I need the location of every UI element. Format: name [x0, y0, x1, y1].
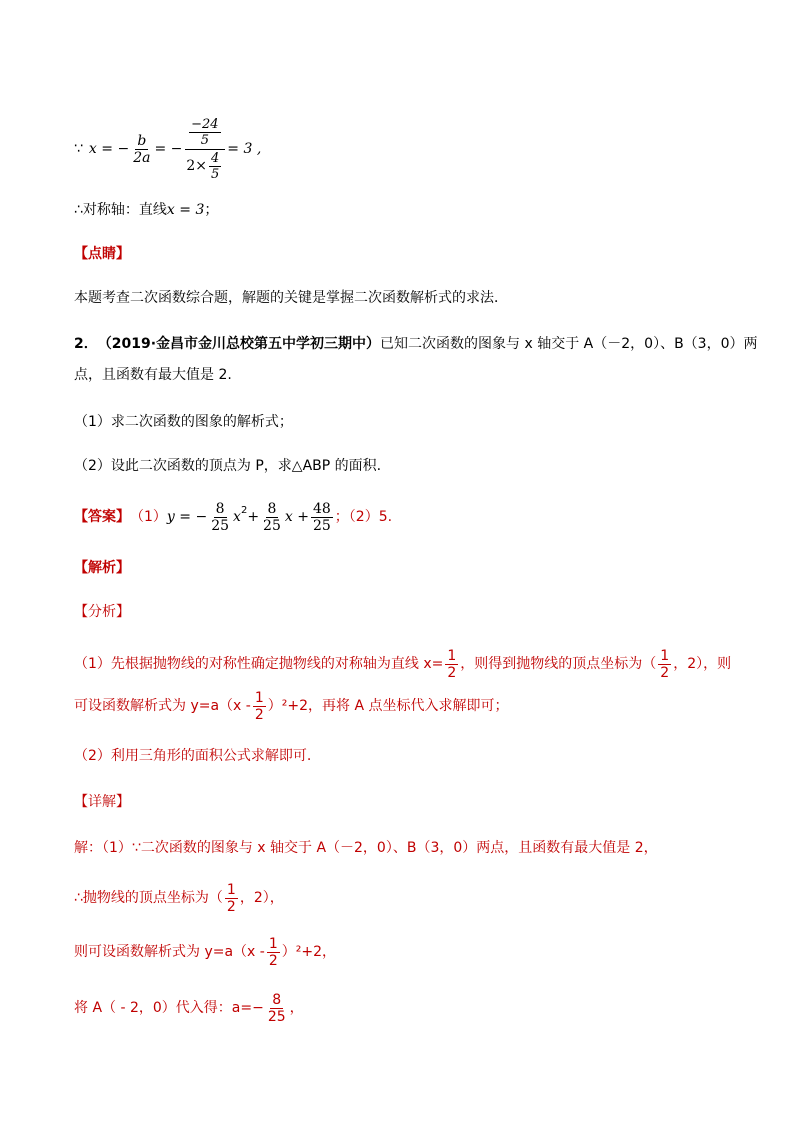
half-numerator: 1 [447, 647, 457, 664]
fraction-half-4 [225, 882, 238, 915]
fraction-b-over-2a [131, 133, 152, 166]
plus-sign: + [247, 509, 260, 525]
half-numerator: 1 [226, 881, 236, 898]
fenxi-l1-b: ，则得到抛物线的顶点坐标为（ [460, 656, 657, 672]
exponent-2: 2 [240, 505, 248, 516]
half-numerator: 1 [660, 647, 670, 664]
numerator-8b: 8 [267, 500, 277, 517]
dianjing-heading-line [74, 244, 734, 264]
two-times: 2× [186, 158, 208, 174]
xiangjie-line4 [74, 988, 734, 1028]
denominator-5: 5 [200, 132, 209, 148]
jiexi-heading-line [74, 558, 734, 578]
compound-denominator [184, 150, 225, 183]
fenxi-l1-a: （1）先根据抛物线的对称性确定抛物线的对称轴为直线 x= [74, 656, 444, 672]
numerator-4: 4 [211, 150, 220, 166]
fenxi-heading: 【分析】 [74, 604, 130, 620]
denominator-25c: 25 [312, 517, 331, 534]
half-denominator: 2 [660, 664, 670, 681]
numerator-neg-24: −24 [191, 116, 219, 132]
xiangjie-line3 [74, 932, 734, 972]
fraction-half-3 [253, 690, 266, 723]
xiangjie-l2-a: ∴抛物线的顶点坐标为（ [74, 890, 223, 906]
denominator-2a: 2a [133, 149, 151, 166]
xiangjie-line2 [74, 878, 734, 918]
half-numerator: 1 [268, 935, 278, 952]
answer-tail: ；（2）5. [334, 509, 393, 525]
numerator-48: 48 [312, 500, 331, 517]
xiangjie-l3-b: ）²+2， [281, 944, 337, 960]
problem2-q1 [74, 412, 734, 432]
xiangjie-l1: 解：（1）∵二次函数的图象与 x 轴交于 A（－2，0）、B（3，0）两点，且函数有最大值是 2， [74, 840, 658, 856]
semicolon: ； [204, 202, 219, 218]
xiangjie-line1 [74, 838, 734, 858]
fraction-8-25-a [209, 501, 231, 534]
dianjing-text-line [74, 288, 734, 308]
y-equals-minus: y = − [166, 509, 208, 525]
denominator-25: 25 [211, 517, 230, 534]
xiangjie-heading: 【详解】 [74, 794, 130, 810]
fraction-neg-24-5 [189, 117, 220, 148]
line-axis-formula [74, 116, 734, 182]
question-1: （1）求二次函数的图象的解析式； [74, 414, 293, 430]
half-numerator: 1 [254, 689, 264, 706]
fenxi-l2-b: ）²+2，再将 A 点坐标代入求解即可； [267, 698, 509, 714]
numerator-8c: 8 [272, 991, 282, 1008]
fraction-half-2 [658, 648, 671, 681]
denominator-25d: 25 [267, 1008, 286, 1025]
x-plus: x + [284, 509, 309, 525]
half-denominator: 2 [268, 952, 278, 969]
fraction-half-5 [267, 936, 280, 969]
answer-line [74, 496, 734, 538]
fenxi-line3 [74, 746, 734, 766]
fenxi-l3: （2）利用三角形的面积公式求解即可. [74, 748, 312, 764]
xiangjie-l3-a: 则可设函数解析式为 y=a（x - [74, 944, 265, 960]
denominator-5b: 5 [211, 166, 220, 182]
answer-heading: 【答案】 [74, 509, 130, 525]
x-squared-base: x [233, 509, 241, 525]
equals-minus: = − [154, 141, 183, 157]
xiangjie-l4-a: 将 A（ - 2，0）代入得：a=− [74, 1000, 264, 1016]
half-denominator: 2 [226, 898, 236, 915]
jiexi-heading: 【解析】 [74, 560, 130, 576]
problem-number: 2． [74, 336, 98, 352]
half-denominator: 2 [254, 706, 264, 723]
fraction-half-1 [445, 648, 458, 681]
dianjing-text: 本题考查二次函数综合题，解题的关键是掌握二次函数解析式的求法． [74, 290, 508, 306]
fraction-8-25-c [266, 992, 288, 1025]
x-equals-3: x = 3 [166, 202, 205, 218]
xiangjie-l2-b: ，2）， [239, 890, 284, 906]
fenxi-line1 [74, 644, 734, 684]
line-symmetry-axis [74, 200, 734, 220]
fenxi-l1-c: ，2），则 [673, 656, 732, 672]
fenxi-heading-line [74, 602, 734, 622]
fenxi-l2-a: 可设函数解析式为 y=a（x - [74, 698, 251, 714]
problem2-q2 [74, 456, 734, 476]
dianjing-heading: 【点睛】 [74, 246, 130, 262]
problem-text-1: 已知二次函数的图象与 x 轴交于 A（－2，0）、B（3，0）两 [380, 336, 758, 352]
problem2-line2 [74, 365, 734, 385]
fraction-8-25-b [261, 501, 283, 534]
answer-part1-label: （1） [130, 509, 167, 525]
compound-numerator [185, 116, 224, 150]
denominator-25b: 25 [263, 517, 281, 534]
numerator-b: b [137, 132, 147, 149]
problem-source: （2019·金昌市金川总校第五中学初三期中） [97, 336, 381, 352]
fenxi-line2 [74, 686, 734, 726]
problem2-line1 [74, 334, 758, 354]
problem-text-2: 点，且函数有最大值是 2. [74, 367, 232, 383]
question-2: （2）设此二次函数的顶点为 P，求△ABP 的面积. [74, 458, 382, 474]
fraction-4-5 [209, 151, 221, 182]
x-equals: x = − [88, 141, 130, 157]
because-symbol: ∵ [74, 141, 83, 157]
xiangjie-l4-b: ， [289, 1000, 304, 1016]
equals-three: = 3 , [227, 141, 262, 157]
therefore-text: ∴对称轴：直线 [74, 202, 167, 218]
compound-fraction [184, 116, 225, 183]
fraction-48-25 [311, 501, 333, 534]
numerator-8: 8 [215, 500, 225, 517]
half-denominator: 2 [447, 664, 457, 681]
xiangjie-heading-line [74, 792, 734, 812]
